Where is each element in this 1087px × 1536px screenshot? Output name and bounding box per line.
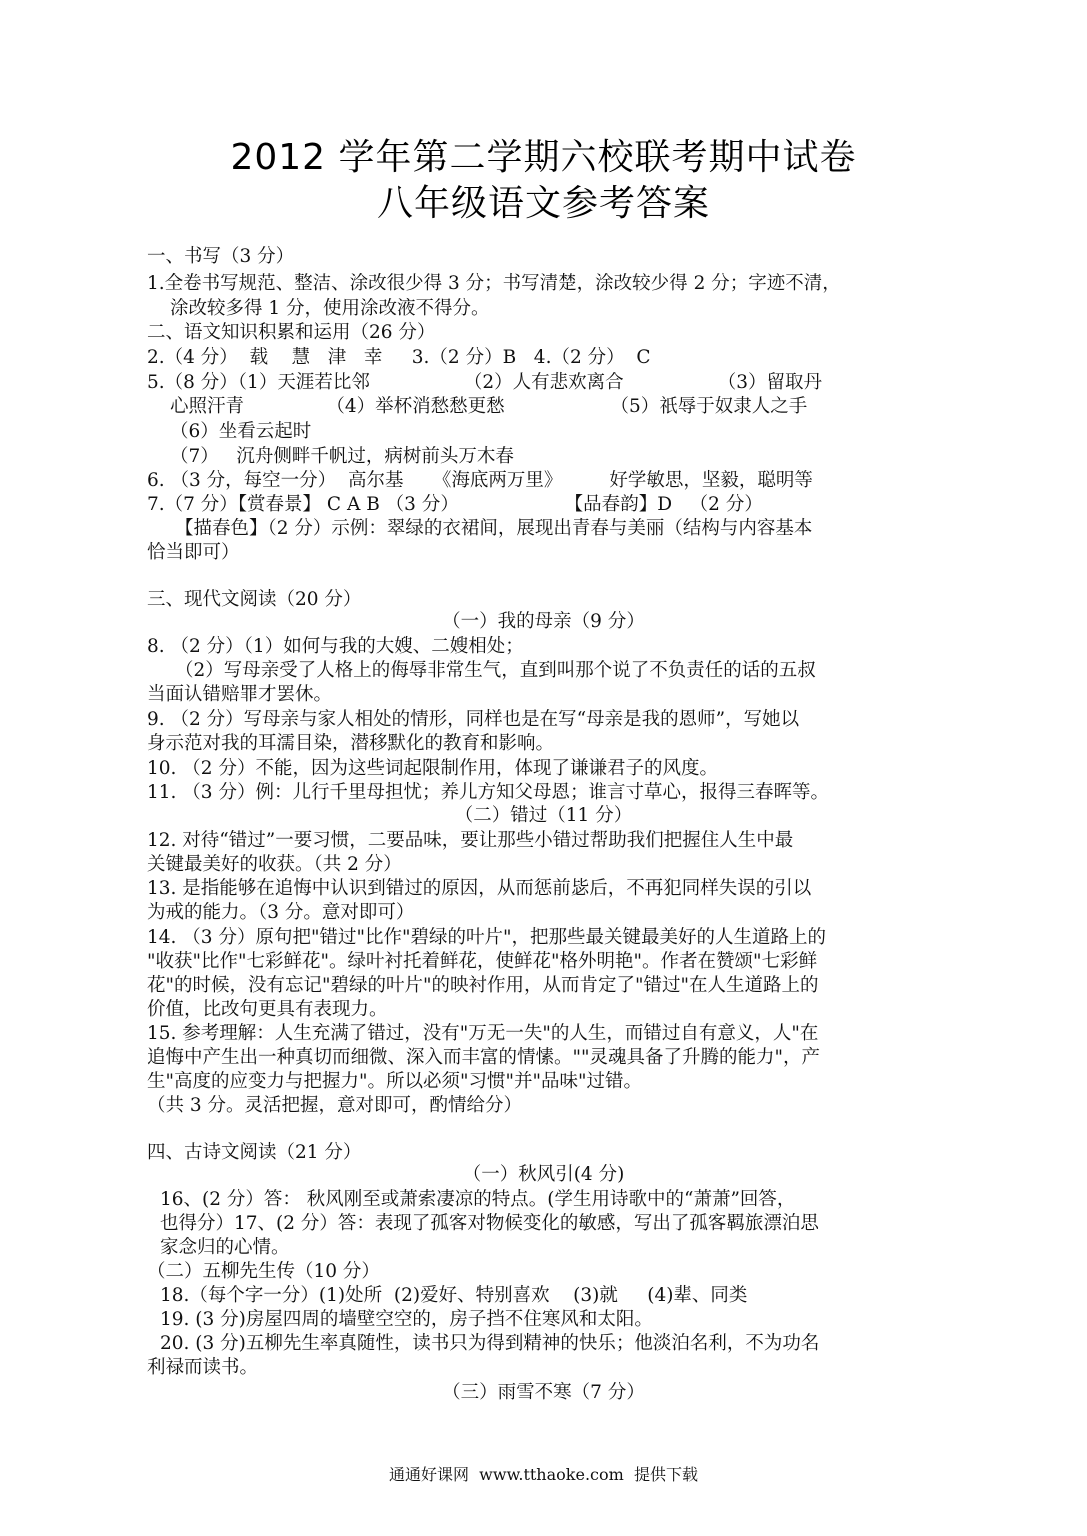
answer-line: （二）错过（11 分） bbox=[454, 805, 633, 826]
answer-line: （6）坐看云起时 bbox=[170, 421, 312, 442]
answer-line: （共 3 分。灵活把握，意对即可，酌情给分） bbox=[147, 1095, 523, 1116]
answer-line: 16、(2 分）答： 秋风刚至或萧索凄凉的特点。(学生用诗歌中的“萧萧”回答， bbox=[160, 1189, 796, 1210]
answer-line: 当面认错赔罪才罢休。 bbox=[147, 684, 333, 705]
answer-line: 四、古诗文阅读（21 分） bbox=[147, 1142, 362, 1163]
answer-line: 二、语文知识积累和运用（26 分） bbox=[147, 322, 436, 343]
answer-line: 6. （3 分，每空一分） 高尔基 《海底两万里》 好学敏思，坚毅，聪明等 bbox=[147, 470, 813, 491]
answer-line: 生"高度的应变力与把握力"。所以必须"习惯"并"品味"过错。 bbox=[147, 1071, 643, 1092]
answer-line: 20. (3 分)五柳先生率真随性，读书只为得到精神的快乐；他淡泊名利，不为功名 bbox=[160, 1333, 820, 1354]
answer-line: （二）五柳先生传（10 分） bbox=[147, 1261, 380, 1282]
answer-line: 恰当即可） bbox=[147, 542, 240, 563]
title-line-2: 八年级语文参考答案 bbox=[376, 183, 710, 224]
answer-line: 为戒的能力。（3 分。意对即可） bbox=[147, 902, 415, 923]
answer-line: 13. 是指能够在追悔中认识到错过的原因，从而惩前毖后，不再犯同样失误的引以 bbox=[147, 878, 812, 899]
answer-line: 一、书写（3 分） bbox=[147, 246, 295, 267]
answer-line: （一）秋风引(4 分) bbox=[462, 1164, 625, 1185]
answer-line: 也得分）17、(2 分）答：表现了孤客对物候变化的敏感，写出了孤客羁旅漂泊思 bbox=[160, 1213, 819, 1234]
answer-line: "收获"比作"七彩鲜花"。绿叶衬托着鲜花，使鲜花"格外明艳"。作者在赞颂"七彩鲜 bbox=[147, 951, 818, 972]
footer-text: 通通好课网 www.tthaoke.com 提供下载 bbox=[389, 1465, 698, 1484]
answer-line: 关键最美好的收获。（共 2 分） bbox=[147, 854, 402, 875]
answer-line: 心照汗青 （4）举杯消愁愁更愁 （5）祇辱于奴隶人之手 bbox=[170, 396, 808, 417]
answer-line: （三）雨雪不寒（7 分） bbox=[442, 1382, 645, 1403]
answer-line: 5.（8 分）（1）天涯若比邻 （2）人有悲欢离合 （3）留取丹 bbox=[147, 372, 823, 393]
answer-line: 9. （2 分）写母亲与家人相处的情形，同样也是在写“母亲是我的恩师”，写她以 bbox=[147, 709, 800, 730]
answer-line: 14. （3 分）原句把"错过"比作"碧绿的叶片"，把那些最关键最美好的人生道路上的 bbox=[147, 927, 826, 948]
answer-line: 11. （3 分）例：儿行千里母担忧；养儿方知父母恩；谁言寸草心，报得三春晖等。 bbox=[147, 782, 829, 803]
answer-line: 【描春色】（2 分）示例：翠绿的衣裙间，展现出青春与美丽（结构与内容基本 bbox=[175, 518, 813, 539]
answer-line: 花"的时候，没有忘记"碧绿的叶片"的映衬作用，从而肯定了"错过"在人生道路上的 bbox=[147, 975, 819, 996]
answer-line: （7） 沉舟侧畔千帆过，病树前头万木春 bbox=[170, 446, 514, 467]
answer-line: 12. 对待“错过”一要习惯，二要品味，要让那些小错过帮助我们把握住人生中最 bbox=[147, 830, 794, 851]
answer-line: 三、现代文阅读（20 分） bbox=[147, 589, 362, 610]
answer-line: 7.（7 分）【赏春景】 C A B （3 分） 【品春韵】D （2 分） bbox=[147, 494, 763, 515]
answer-line: 家念归的心情。 bbox=[160, 1237, 290, 1258]
answer-line: 18.（每个字一分）(1)处所 (2)爱好、特别喜欢 (3)就 (4)辈、同类 bbox=[160, 1285, 748, 1306]
answer-line: 身示范对我的耳濡目染，潜移默化的教育和影响。 bbox=[147, 733, 555, 754]
answer-line: 8. （2 分）（1）如何与我的大嫂、二嫂相处； bbox=[147, 636, 524, 657]
answer-line: 1.全卷书写规范、整洁、涂改很少得 3 分；书写清楚，涂改较少得 2 分；字迹不清， bbox=[147, 273, 841, 294]
answer-line: 10. （2 分）不能，因为这些词起限制作用，体现了谦谦君子的风度。 bbox=[147, 758, 718, 779]
answer-line: （一）我的母亲（9 分） bbox=[442, 611, 645, 632]
answer-line: 15. 参考理解：人生充满了错过，没有"万无一失"的人生，而错过自有意义，人"在 bbox=[147, 1023, 819, 1044]
answer-line: 价值，比改句更具有表现力。 bbox=[147, 999, 388, 1020]
answer-line: 19. (3 分)房屋四周的墙壁空空的，房子挡不住寒风和太阳。 bbox=[160, 1309, 653, 1330]
answer-line: 涂改较多得 1 分，使用涂改液不得分。 bbox=[170, 298, 490, 319]
answer-line: 2.（4 分） 载 慧 津 幸 3.（2 分）B 4.（2 分） C bbox=[147, 347, 651, 368]
title-line-1: 2012 学年第二学期六校联考期中试卷 bbox=[230, 137, 857, 178]
answer-line: 利禄而读书。 bbox=[147, 1357, 259, 1378]
answer-line: 追悔中产生出一种真切而细微、深入而丰富的情愫。""灵魂具备了升腾的能力"，产 bbox=[147, 1047, 821, 1068]
answer-line: （2）写母亲受了人格上的侮辱非常生气，直到叫那个说了不负责任的话的五叔 bbox=[175, 660, 816, 681]
